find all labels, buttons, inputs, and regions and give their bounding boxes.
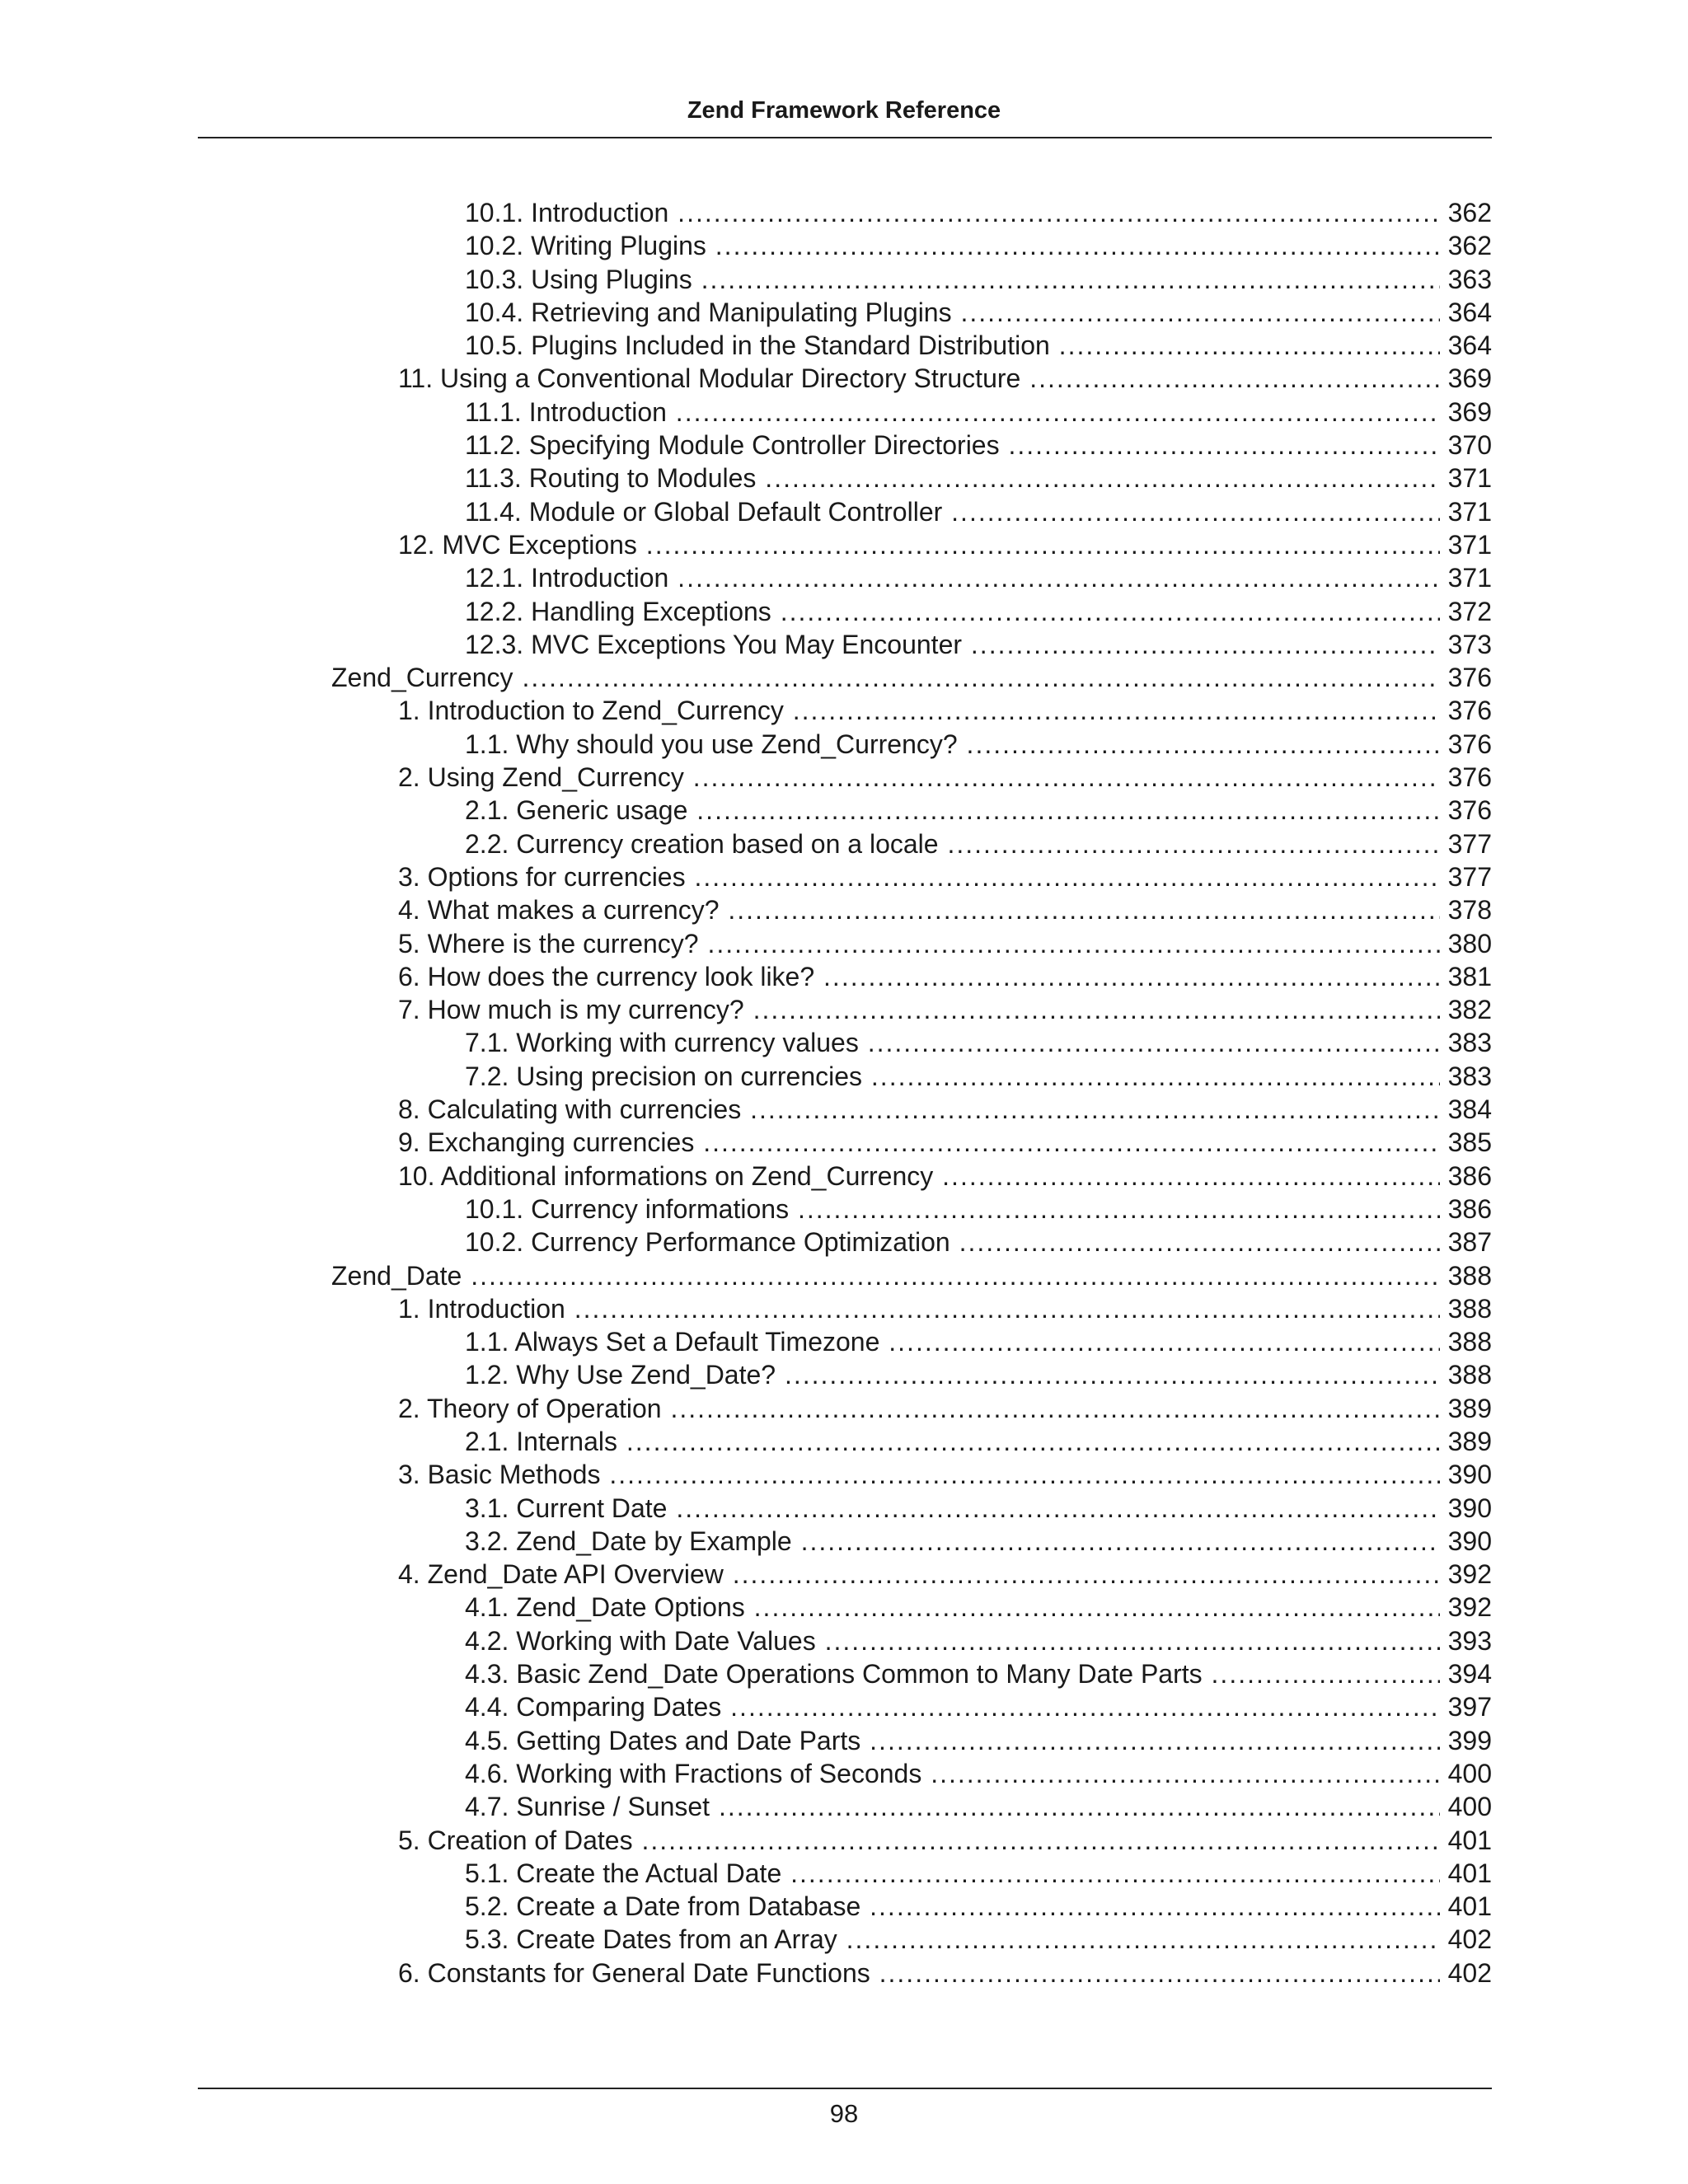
toc-entry-title[interactable]: 8. Calculating with currencies ..... [398,1093,1492,1126]
toc-entry[interactable] [0,993,1688,1026]
toc-entry[interactable] [0,362,1688,395]
toc-entry[interactable] [0,1824,1688,1857]
toc-entry[interactable] [0,462,1688,494]
toc-entry-page: 382 [1440,993,1492,1026]
toc-entry[interactable] [0,827,1688,860]
toc-entry-title[interactable]: 4. What makes a currency? ..... [398,893,1492,926]
toc-entry-title[interactable]: 6. Constants for General Date Functions ..... [398,1957,1492,1990]
toc-entry-page: 399 [1440,1724,1492,1757]
toc-entry[interactable] [0,1657,1688,1690]
toc-entry-title[interactable]: 4.3. Basic Zend_Date Operations Common to Many Date Parts ..... [465,1657,1492,1690]
toc-entry-title[interactable]: 2.1. Internals ..... [465,1425,1492,1458]
toc-entry-title[interactable]: 10.2. Currency Performance Optimization ..... [465,1226,1492,1258]
toc-entry[interactable] [0,1259,1688,1292]
toc-entry-title[interactable]: 10.1. Currency informations ..... [465,1193,1492,1226]
toc-entry[interactable] [0,1060,1688,1093]
toc-entry-title[interactable]: 10. Additional informations on Zend_Currency ..... [398,1160,1492,1193]
toc-entry-page: 401 [1440,1857,1492,1890]
page-header-title: Zend Framework Reference [687,97,1001,124]
footer-divider [198,2088,1492,2089]
toc-entry[interactable] [0,1624,1688,1657]
toc-entry-title[interactable]: 6. How does the currency look like? ..... [398,960,1492,993]
toc-entry-page: 364 [1440,329,1492,362]
toc-entry-page: 397 [1440,1690,1492,1723]
toc-entry-page: 394 [1440,1657,1492,1690]
toc-entry[interactable] [0,1790,1688,1823]
toc-entry[interactable] [0,1358,1688,1391]
toc-entry-page: 370 [1440,429,1492,462]
toc-entry[interactable] [0,429,1688,462]
toc-entry[interactable] [0,794,1688,827]
toc-entry[interactable] [0,1160,1688,1193]
toc-entry-title[interactable]: 10.3. Using Plugins ..... [465,263,1492,296]
toc-entry[interactable] [0,1325,1688,1358]
toc-entry-title[interactable]: 10.1. Introduction ..... [465,196,1492,229]
toc-entry-page: 363 [1440,263,1492,296]
toc-entry[interactable] [0,1193,1688,1226]
toc-entry[interactable] [0,1558,1688,1591]
toc-entry-title[interactable]: 10.5. Plugins Included in the Standard Distribution ..... [465,329,1492,362]
toc-entry-page: 364 [1440,296,1492,329]
toc-entry-title[interactable]: 4.6. Working with Fractions of Seconds ..... [465,1757,1492,1790]
toc-entry-title[interactable]: 5. Creation of Dates ..... [398,1824,1492,1857]
toc-entry[interactable] [0,1026,1688,1059]
toc-entry-page: 376 [1440,794,1492,827]
toc-entry-title[interactable]: 11.1. Introduction ..... [465,396,1492,429]
toc-entry-title[interactable]: 4.5. Getting Dates and Date Parts ..... [465,1724,1492,1757]
toc-entry[interactable] [0,528,1688,561]
toc-entry-page: 362 [1440,196,1492,229]
toc-entry[interactable] [0,1226,1688,1258]
toc-entry-page: 371 [1440,561,1492,594]
toc-entry-title[interactable]: 1.1. Always Set a Default Timezone ..... [465,1325,1492,1358]
toc-entry[interactable] [0,1425,1688,1458]
toc-entry[interactable] [0,927,1688,960]
toc-entry-title[interactable]: 9. Exchanging currencies ..... [398,1126,1492,1159]
toc-entry-page: 376 [1440,661,1492,694]
toc-entry-page: 362 [1440,229,1492,262]
toc-entry-title[interactable]: 7. How much is my currency? ..... [398,993,1492,1026]
toc-entry-page: 386 [1440,1193,1492,1226]
toc-entry[interactable] [0,1957,1688,1990]
toc-entry-title[interactable]: 11.2. Specifying Module Controller Directories ..... [465,429,1492,462]
toc-entry-page: 369 [1440,396,1492,429]
toc-entry[interactable] [0,860,1688,893]
toc-entry[interactable] [0,628,1688,661]
toc-entry-page: 401 [1440,1824,1492,1857]
toc-entry-title[interactable]: 3.1. Current Date ..... [465,1492,1492,1525]
toc-entry[interactable] [0,1923,1688,1956]
toc-entry-page: 372 [1440,595,1492,628]
toc-entry[interactable] [0,1857,1688,1890]
toc-entry-page: 381 [1440,960,1492,993]
toc-entry-title[interactable]: 12.3. MVC Exceptions You May Encounter ..... [465,628,1492,661]
toc-entry-page: 389 [1440,1425,1492,1458]
toc-entry-page: 385 [1440,1126,1492,1159]
toc-entry[interactable] [0,1392,1688,1425]
toc-entry-page: 389 [1440,1392,1492,1425]
toc-entry-title[interactable]: 2. Using Zend_Currency ..... [398,761,1492,794]
toc-entry-title[interactable]: 5.2. Create a Date from Database ..... [465,1890,1492,1923]
toc-entry[interactable] [0,1724,1688,1757]
toc-entry-title[interactable]: 5. Where is the currency? ..... [398,927,1492,960]
toc-entry[interactable] [0,1690,1688,1723]
toc-entry-title[interactable]: Zend_Date ..... [331,1259,1492,1292]
toc-entry-page: 392 [1440,1591,1492,1624]
toc-entry[interactable] [0,1492,1688,1525]
toc-entry-title[interactable]: 11.3. Routing to Modules ..... [465,462,1492,494]
toc-entry[interactable] [0,893,1688,926]
toc-entry-page: 376 [1440,761,1492,794]
toc-entry-title[interactable]: 5.3. Create Dates from an Array ..... [465,1923,1492,1956]
toc-entry-page: 387 [1440,1226,1492,1258]
toc-entry-title[interactable]: 4.7. Sunrise / Sunset ..... [465,1790,1492,1823]
toc-entry[interactable] [0,1757,1688,1790]
toc-entry-title[interactable]: 3. Basic Methods ..... [398,1458,1492,1491]
toc-entry-title[interactable]: 3.2. Zend_Date by Example ..... [465,1525,1492,1558]
toc-entry[interactable] [0,495,1688,528]
toc-entry[interactable] [0,561,1688,594]
toc-entry-page: 380 [1440,927,1492,960]
toc-entry-page: 377 [1440,827,1492,860]
toc-entry-page: 388 [1440,1325,1492,1358]
toc-entry-page: 383 [1440,1060,1492,1093]
toc-entry-page: 376 [1440,728,1492,761]
toc-entry-page: 377 [1440,860,1492,893]
toc-entry-title[interactable]: 4.1. Zend_Date Options ..... [465,1591,1492,1624]
toc-entry[interactable] [0,1292,1688,1325]
toc-entry[interactable] [0,263,1688,296]
toc-entry[interactable] [0,761,1688,794]
toc-entry-page: 392 [1440,1558,1492,1591]
toc-entry[interactable] [0,196,1688,229]
toc-entry-title[interactable]: 12.2. Handling Exceptions ..... [465,595,1492,628]
toc-entry-title[interactable]: 2.1. Generic usage ..... [465,794,1492,827]
toc-entry-page: 401 [1440,1890,1492,1923]
toc-entry-page: 402 [1440,1923,1492,1956]
toc-entry-title[interactable]: Zend_Currency ..... [331,661,1492,694]
header-divider [198,137,1492,138]
toc-entry-page: 386 [1440,1160,1492,1193]
toc-entry[interactable] [0,229,1688,262]
toc-entry-page: 393 [1440,1624,1492,1657]
toc-entry-page: 371 [1440,462,1492,494]
toc-entry-page: 384 [1440,1093,1492,1126]
toc-entry[interactable] [0,329,1688,362]
toc-entry-page: 400 [1440,1790,1492,1823]
toc-entry-page: 383 [1440,1026,1492,1059]
toc-entry[interactable] [0,396,1688,429]
toc-entry-title[interactable]: 1. Introduction to Zend_Currency ..... [398,694,1492,727]
toc-entry-page: 373 [1440,628,1492,661]
toc-entry-page: 388 [1440,1259,1492,1292]
toc-entry-page: 402 [1440,1957,1492,1990]
toc-entry[interactable] [0,1458,1688,1491]
toc-entry-title[interactable]: 11.4. Module or Global Default Controller ..... [465,495,1492,528]
toc-entry-title[interactable]: 10.4. Retrieving and Manipulating Plugins ..... [465,296,1492,329]
toc-entry-page: 390 [1440,1458,1492,1491]
toc-entry-page: 390 [1440,1525,1492,1558]
toc-entry-title[interactable]: 7.2. Using precision on currencies ..... [465,1060,1492,1093]
toc-entry-title[interactable]: 11. Using a Conventional Modular Directory Structure ..... [398,362,1492,395]
toc-entry-title[interactable]: 4.2. Working with Date Values ..... [465,1624,1492,1657]
toc-entry-page: 376 [1440,694,1492,727]
toc-entry[interactable] [0,296,1688,329]
toc-entry[interactable] [0,728,1688,761]
toc-entry-title[interactable]: 1.1. Why should you use Zend_Currency? ..... [465,728,1492,761]
toc-entry-page: 378 [1440,893,1492,926]
toc-entry-title[interactable]: 12. MVC Exceptions ..... [398,528,1492,561]
toc-entry[interactable] [0,1093,1688,1126]
toc-entry-page: 388 [1440,1358,1492,1391]
toc-entry-title[interactable]: 10.2. Writing Plugins ..... [465,229,1492,262]
toc-entry[interactable] [0,1525,1688,1558]
toc-entry-page: 371 [1440,495,1492,528]
toc-entry-page: 388 [1440,1292,1492,1325]
toc-entry-title[interactable]: 4.4. Comparing Dates ..... [465,1690,1492,1723]
toc-entry[interactable] [0,1126,1688,1159]
toc-entry[interactable] [0,595,1688,628]
toc-entry[interactable] [0,960,1688,993]
toc-entry-title[interactable]: 2.2. Currency creation based on a locale ..... [465,827,1492,860]
table-of-contents [0,196,1688,1990]
toc-entry-title[interactable]: 2. Theory of Operation ..... [398,1392,1492,1425]
toc-entry-page: 371 [1440,528,1492,561]
toc-entry-page: 369 [1440,362,1492,395]
footer-page-number: 98 [829,2099,859,2128]
toc-entry[interactable] [0,694,1688,727]
toc-entry-page: 400 [1440,1757,1492,1790]
toc-entry[interactable] [0,1890,1688,1923]
toc-entry[interactable] [0,1591,1688,1624]
toc-entry-page: 390 [1440,1492,1492,1525]
toc-entry-title[interactable]: 5.1. Create the Actual Date ..... [465,1857,1492,1890]
toc-entry[interactable] [0,661,1688,694]
toc-entry-title[interactable]: 7.1. Working with currency values ..... [465,1026,1492,1059]
toc-entry-title[interactable]: 4. Zend_Date API Overview ..... [398,1558,1492,1591]
toc-entry-title[interactable]: 3. Options for currencies ..... [398,860,1492,893]
toc-entry-title[interactable]: 1. Introduction ..... [398,1292,1492,1325]
toc-entry-title[interactable]: 12.1. Introduction ..... [465,561,1492,594]
toc-entry-title[interactable]: 1.2. Why Use Zend_Date? ..... [465,1358,1492,1391]
